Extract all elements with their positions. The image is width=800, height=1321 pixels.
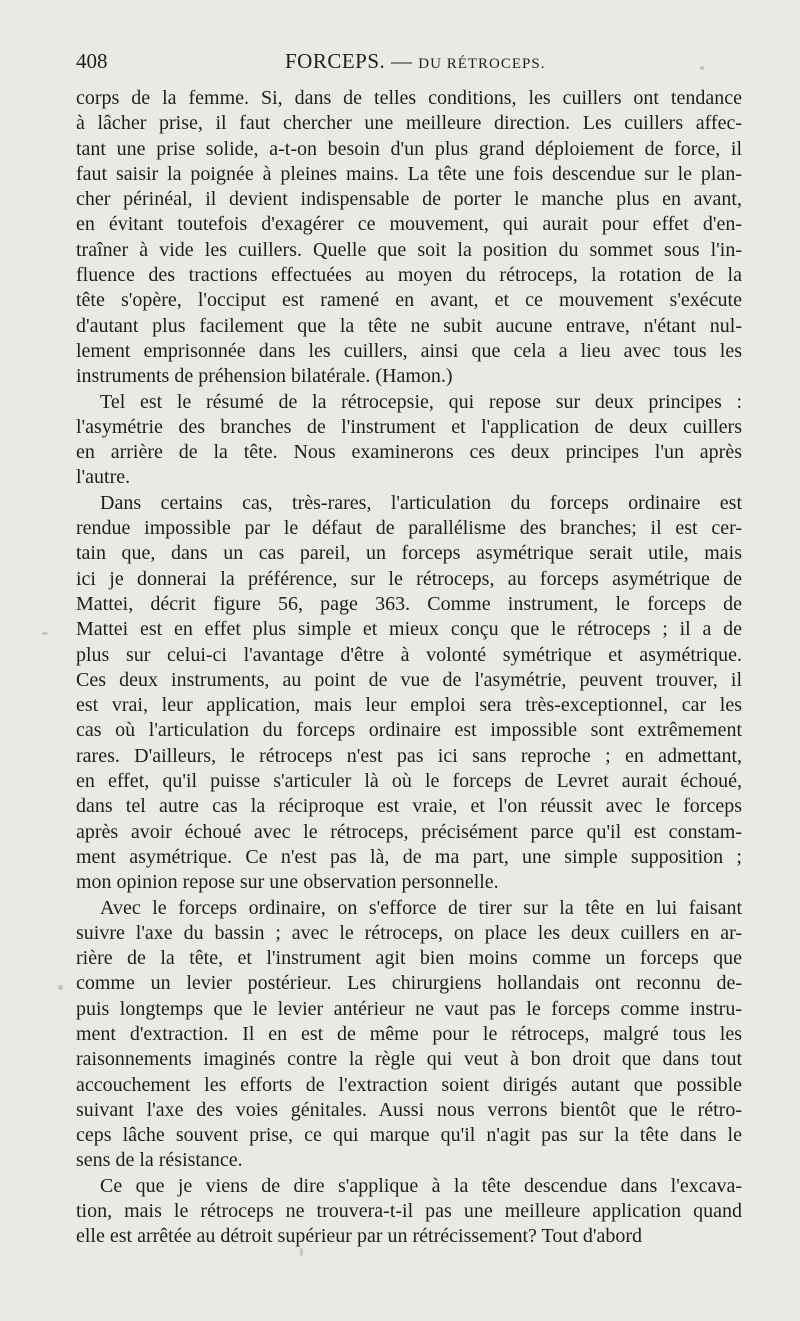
- running-header: [76, 48, 742, 78]
- text-line: Dans certains cas, très-rares, l'articulation du forceps ordinaire est: [100, 491, 742, 514]
- title-subtitle: DU RÉTROCEPS.: [418, 56, 546, 72]
- text-line: suivre l'axe du bassin ; avec le rétroceps, on place les deux cuillers en ar-: [76, 921, 742, 944]
- text-line: ment asymétrique. Ce n'est pas là, de ma part, une simple supposition ;: [76, 845, 742, 868]
- text-line: cher périnéal, il devient indispensable de porter le manche plus en avant,: [76, 188, 742, 211]
- title-main: FORCEPS.: [285, 49, 386, 73]
- text-line: tain que, dans un cas pareil, un forceps asymétrique serait utile, mais: [76, 542, 742, 565]
- text-line: tion, mais le rétroceps ne trouvera-t-il pas une meilleure application quand: [76, 1200, 742, 1223]
- text-line: tant une prise solide, a-t-on besoin d'un plus grand déploiement de force, il: [76, 137, 742, 160]
- text-line: accouchement les efforts de l'extraction soient dirigés autant que possible: [76, 1073, 742, 1096]
- text-line: Mattei, décrit figure 56, page 363. Comme instrument, le forceps de: [76, 592, 742, 615]
- paper-speck: [300, 1248, 303, 1256]
- text-line: dans tel autre cas la réciproque est vraie, et l'on réussit avec le forceps: [76, 795, 742, 818]
- text-line: rendue impossible par le défaut de parallélisme des branches; il est cer-: [76, 517, 742, 540]
- text-line: à lâcher prise, il faut chercher une meilleure direction. Les cuillers affec-: [76, 112, 742, 135]
- body-text: [76, 86, 742, 1250]
- text-line: en évitant toutefois d'exagérer ce mouvement, qui aurait pour effet d'en-: [76, 213, 742, 236]
- text-line: rière de la tête, et l'instrument agit bien moins comme un forceps que: [76, 947, 742, 970]
- text-line: elle est arrêtée au détroit supérieur par un rétrécissement? Tout d'abord: [76, 1225, 643, 1248]
- text-line: rares. D'ailleurs, le rétroceps n'est pas ici sans reproche ; en admettant,: [76, 744, 742, 767]
- text-line: plus sur celui-ci l'avantage d'être à volonté symétrique et asymétrique.: [76, 643, 742, 666]
- text-line: ceps lâche souvent prise, ce qui marque qu'il n'agit pas sur la tête dans le: [76, 1124, 742, 1147]
- text-line: sens de la résistance.: [76, 1149, 243, 1172]
- text-line: mon opinion repose sur une observation personnelle.: [76, 871, 499, 894]
- page-number: 408: [76, 49, 108, 73]
- text-line: est vrai, leur application, mais leur emploi sera très-exceptionnel, car les: [76, 694, 742, 717]
- text-line: l'asymétrie des branches de l'instrument et l'application de deux cuillers: [76, 415, 742, 438]
- text-line: Mattei est en effet plus simple et mieux conçu que le rétroceps ; il a de: [76, 618, 742, 641]
- text-line: d'autant plus facilement que la tête ne subit aucune entrave, n'étant nul-: [76, 314, 742, 337]
- text-line: ici je donnerai la préférence, sur le rétroceps, au forceps asymétrique de: [76, 567, 742, 590]
- text-line: Ce que je viens de dire s'applique à la tête descendue dans l'excava-: [100, 1174, 742, 1197]
- text-line: Avec le forceps ordinaire, on s'efforce de tirer sur la tête en lui faisant: [100, 896, 742, 919]
- text-line: puis longtemps que le levier antérieur ne vaut pas le forceps comme instru-: [76, 997, 742, 1020]
- text-line: cas où l'articulation du forceps ordinaire est impossible sont extrêmement: [76, 719, 742, 742]
- paragraph: [76, 390, 742, 491]
- text-line: après avoir échoué avec le rétroceps, précisément parce qu'il est constam-: [76, 820, 742, 843]
- paper-speck: [42, 632, 48, 635]
- text-line: instruments de préhension bilatérale. (Hamon.): [76, 365, 453, 388]
- chapter-title: [285, 48, 545, 77]
- text-line: raisonnements imaginés contre la règle qui veut à bon droit que dans tout: [76, 1048, 742, 1071]
- text-line: corps de la femme. Si, dans de telles conditions, les cuillers ont tendance: [76, 87, 742, 109]
- paper-speck: [700, 66, 704, 70]
- text-line: l'autre.: [76, 466, 131, 489]
- text-line: suivant l'axe des voies génitales. Aussi nous verrons bientôt que le rétro-: [76, 1098, 742, 1121]
- text-line: Ces deux instruments, au point de vue de l'asymétrie, peuvent trouver, il: [76, 668, 742, 691]
- title-dash: —: [391, 49, 413, 73]
- paper-speck: [58, 985, 63, 990]
- paragraph: [76, 86, 742, 390]
- text-line: traîner à vide les cuillers. Quelle que soit la position du sommet sous l'in-: [76, 238, 742, 261]
- text-line: en arrière de la tête. Nous examinerons ces deux principes l'un après: [76, 441, 742, 464]
- text-line: faut saisir la poignée à pleines mains. La tête une fois descendue sur le plan-: [76, 162, 742, 185]
- text-line: lement emprisonnée dans les cuillers, ainsi que cela a lieu avec tous les: [76, 339, 742, 362]
- text-line: Tel est le résumé de la rétrocepsie, qui repose sur deux principes :: [100, 390, 742, 413]
- paragraph: [76, 896, 742, 1174]
- text-line: fluence des tractions effectuées au moyen du rétroceps, la rotation de la: [76, 264, 742, 287]
- paragraph: [76, 1174, 742, 1250]
- text-line: ment d'extraction. Il en est de même pour le rétroceps, malgré tous les: [76, 1022, 742, 1045]
- paragraph: [76, 491, 742, 896]
- text-line: tête s'opère, l'occiput est ramené en avant, et ce mouvement s'exécute: [76, 289, 742, 312]
- text-line: en effet, qu'il puisse s'articuler là où le forceps de Levret aurait échoué,: [76, 770, 742, 793]
- text-line: comme un levier postérieur. Les chirurgiens hollandais ont reconnu de-: [76, 972, 742, 995]
